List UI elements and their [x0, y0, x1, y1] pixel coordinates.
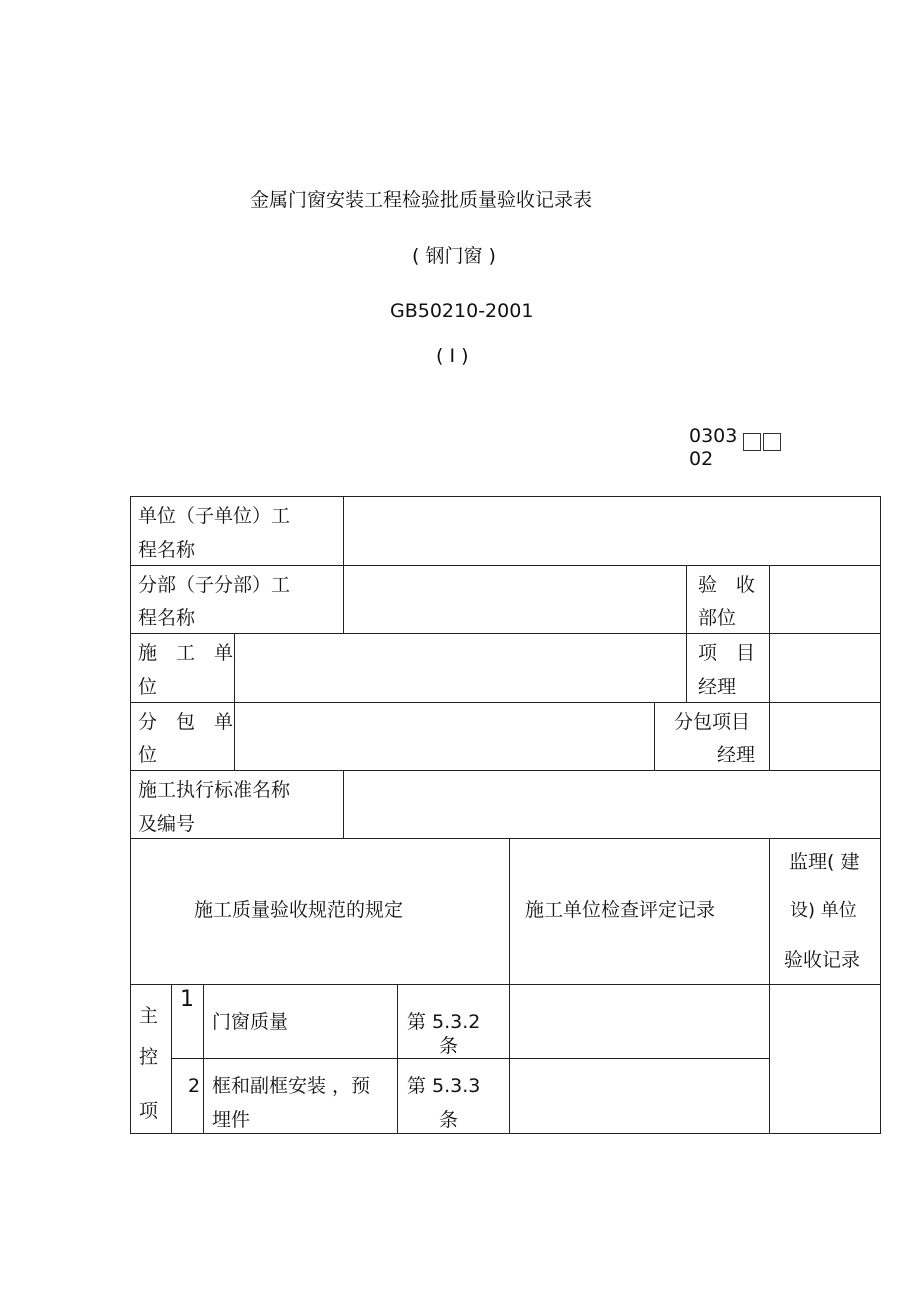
code-box-icon	[763, 433, 781, 451]
column-header-supervision-cont2: 验收记录	[784, 949, 861, 971]
supervision-record-value[interactable]	[771, 986, 879, 1132]
subcontract-unit-label: 分 包 单	[138, 711, 234, 733]
acceptance-part-label-cont: 部位	[698, 607, 737, 629]
standard-name-value[interactable]	[345, 772, 879, 837]
standard-code: GB50210-2001	[390, 300, 534, 322]
form-code-line1: 0303	[689, 425, 738, 447]
code-boxes	[741, 431, 781, 451]
item-clause-cont: 条	[439, 1035, 459, 1057]
item-number: 2	[188, 1075, 201, 1097]
unit-name-label-cont: 程名称	[138, 539, 196, 561]
main-control-label-1: 主	[139, 1005, 159, 1027]
standard-name-label: 施工执行标准名称	[138, 779, 291, 801]
division-name-label-cont: 程名称	[138, 607, 196, 629]
construction-unit-label: 施 工 单	[138, 642, 234, 664]
division-name-label: 分部（子分部）工	[138, 574, 291, 596]
item-description: 门窗质量	[212, 1011, 289, 1033]
item-clause: 第 5.3.2	[407, 1011, 481, 1033]
item-description-cont: 埋件	[212, 1109, 251, 1131]
item-description: 框和副框安装 ，预	[212, 1075, 371, 1097]
unit-name-label: 单位（子单位）工	[138, 505, 291, 527]
item-number: 1	[180, 987, 194, 1012]
roman-numeral: ( Ⅰ )	[436, 345, 469, 367]
form-code-line2: 02	[689, 448, 714, 470]
code-box-icon	[743, 433, 761, 451]
form-subtitle: ( 钢门窗 )	[412, 245, 496, 267]
item-clause-cont: 条	[439, 1109, 459, 1131]
standard-name-label-cont: 及编号	[138, 813, 196, 835]
column-header-supervision-cont: 设) 单位	[790, 900, 857, 921]
subcontract-pm-label-cont: 经理	[717, 744, 756, 766]
subcontract-pm-value[interactable]	[771, 704, 879, 769]
subcontract-unit-value[interactable]	[236, 704, 653, 769]
item-clause: 第 5.3.3	[407, 1075, 481, 1097]
acceptance-part-label: 验 收	[698, 574, 756, 596]
main-control-label-2: 控	[139, 1046, 159, 1068]
column-header-check: 施工单位检查评定记录	[525, 899, 716, 921]
project-manager-label-cont: 经理	[698, 676, 737, 698]
construction-unit-value[interactable]	[236, 635, 685, 701]
column-header-spec: 施工质量验收规范的规定	[194, 899, 404, 921]
main-control-label-3: 项	[139, 1100, 159, 1122]
project-manager-value[interactable]	[771, 635, 879, 701]
item-check-record[interactable]	[511, 986, 768, 1057]
column-header-supervision: 监理( 建	[789, 851, 860, 873]
construction-unit-label-cont: 位	[138, 676, 158, 698]
project-manager-label: 项 目	[698, 642, 756, 664]
subcontract-pm-label: 分包项目	[674, 711, 751, 733]
acceptance-part-value[interactable]	[771, 567, 879, 632]
item-check-record[interactable]	[511, 1060, 768, 1132]
form-title: 金属门窗安装工程检验批质量验收记录表	[250, 189, 593, 211]
subcontract-unit-label-cont: 位	[138, 744, 158, 766]
unit-name-value[interactable]	[345, 498, 879, 564]
division-name-value[interactable]	[345, 567, 685, 632]
